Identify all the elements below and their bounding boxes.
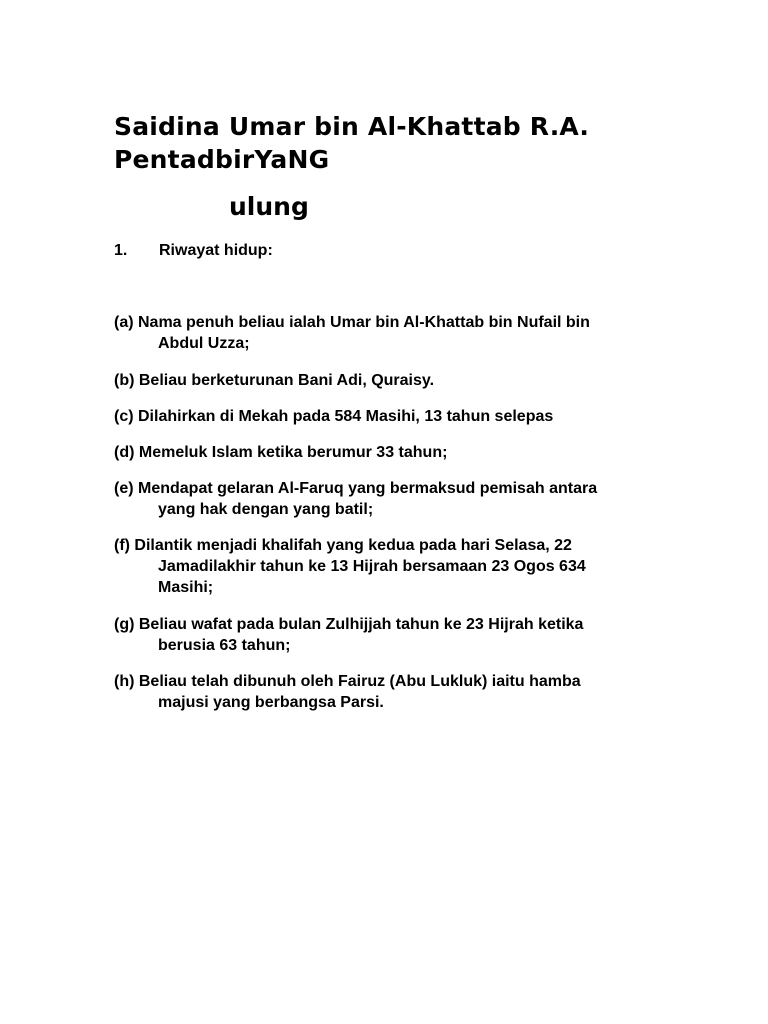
- list-item-line: (a) Nama penuh beliau ialah Umar bin Al-Khattab bin Nufail bin: [114, 314, 590, 331]
- list-item-line: (f) Dilantik menjadi khalifah yang kedua pada hari Selasa, 22: [114, 537, 572, 554]
- title-line-1: Saidina Umar bin Al-Khattab R.A.: [114, 112, 590, 141]
- list-item-line: (d) Memeluk Islam ketika berumur 33 tahun;: [114, 444, 448, 461]
- list-item-line: (e) Mendapat gelaran Al-Faruq yang bermaksud pemisah antara: [114, 480, 598, 497]
- list-item-h: [114, 671, 654, 713]
- list-item-f: [114, 535, 654, 598]
- list-item-line: (h) Beliau telah dibunuh oleh Fairuz (Abu Lukluk) iaitu hamba: [114, 673, 581, 690]
- list-item-b: [114, 370, 654, 391]
- list-item-a: [114, 312, 654, 354]
- list-item-line: yang hak dengan yang batil;: [158, 501, 374, 518]
- list-item-c: [114, 406, 654, 427]
- list-item-d: [114, 442, 654, 463]
- section-heading: [114, 241, 273, 261]
- section-label: Riwayat hidup:: [159, 242, 273, 259]
- list-item-line: Jamadilakhir tahun ke 13 Hijrah bersamaan 23 Ogos 634: [158, 558, 586, 575]
- list-item-g: [114, 614, 654, 656]
- list-item-line: majusi yang berbangsa Parsi.: [158, 694, 384, 711]
- list-item-line: Abdul Uzza;: [158, 335, 250, 352]
- document-title: [114, 110, 589, 176]
- title-line-2: PentadbirYaNG: [114, 145, 330, 174]
- list-item-e: [114, 478, 654, 520]
- list-item-line: (c) Dilahirkan di Mekah pada 584 Masihi, 13 tahun selepas: [114, 408, 554, 425]
- list-item-line: berusia 63 tahun;: [158, 637, 291, 654]
- document-subtitle: ulung: [229, 192, 309, 221]
- list-item-line: (b) Beliau berketurunan Bani Adi, Quraisy.: [114, 372, 435, 389]
- list-item-line: (g) Beliau wafat pada bulan Zulhijjah tahun ke 23 Hijrah ketika: [114, 616, 584, 633]
- section-number: 1.: [114, 242, 128, 259]
- list-item-line: Masihi;: [158, 579, 214, 596]
